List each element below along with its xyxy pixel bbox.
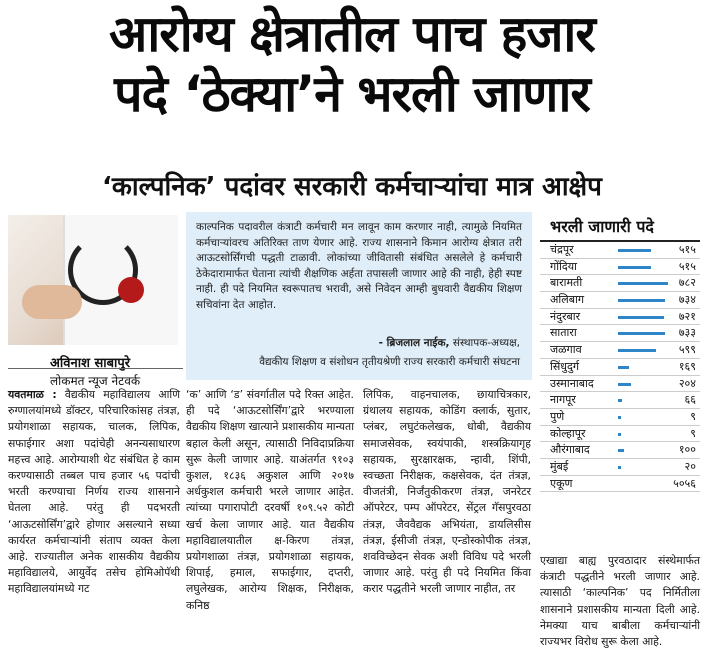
sidebar-row-count: ७२१ [678,309,696,323]
sidebar-row-bar [618,416,621,419]
sidebar-row-district: गोंदिया [550,259,577,273]
sidebar-row-district: कोल्हापूर [550,426,586,440]
doctor-photo [8,215,178,345]
sidebar-row-count: ७३३ [678,326,696,340]
sidebar-row-count: ९ [690,409,696,423]
sidebar-row [540,275,700,292]
byline-divider [8,368,183,369]
headline-line-2: पदे ‘ठेक्या’ने भरली जाणार [114,65,590,123]
sidebar-row-bar [618,349,656,352]
sidebar-row-bar [618,266,651,269]
sidebar-row-count: २० [684,459,696,473]
article-column-1 [8,387,180,598]
sidebar-row [540,392,700,409]
sidebar-row-district: औरंगाबाद [550,443,590,457]
quote-role: संस्थापक-अध्यक्ष, [452,337,520,349]
sidebar-row-bar [618,466,621,469]
sidebar-row-district: नागपूर [550,393,576,407]
sidebar-title: भरली जाणारी पदे [540,212,700,242]
article-column-2: ‘क’ आणि ‘ड’ संवर्गातील पदे रिक्त आहेत. ही पदे ‘आऊटसोर्सिंग’द्वारे भरण्याला वैद्यकीय शिक्षण खात्याने प्रशासकीय मान्यता बहाल केली असून, त्यासाठी निविदाप्रक्रिया सुरू केली जाणार आहे. याअंतर्गत ९१०३ कुशल, १८३६ अकुशल आणि २०१७ अर्धकुशल कर्मचारी भरले जाणार आहेत. त्यांच्या पगारापोटी दरवर्षी १०९.५२ कोटी खर्च केला जाणार आहे. यात वैद्यकीय महाविद्यालयातील क्ष-किरण तंत्रज्ञ, प्रयोगशाळा तंत्रज्ञ, प्रयोगशाळा सहायक, शिपाई, हमाल, सफाईगार, दप्तरी, लघुलेखक, आरोग्य शिक्षक, निरीक्षक, कनिष्ठ [186,388,354,612]
quote-signature [259,334,520,372]
sidebar-row-bar [618,249,651,252]
sidebar-row-bar [618,399,622,402]
dateline: यवतमाळ : [8,388,57,401]
sidebar-row-district: मुंबई [550,459,569,473]
sidebar-row-bar [618,332,665,335]
posts-sidebar-table [540,212,700,492]
sidebar-row-count: ५९९ [678,343,696,357]
sidebar-row-count: ६६ [684,393,696,407]
sidebar-row-district: पुणे [550,409,565,423]
sidebar-row [540,476,700,493]
headline [0,4,704,124]
sidebar-row-count: १०० [678,443,696,457]
sidebar-row-district: एकूण [550,476,573,490]
sidebar-row [540,376,700,393]
sidebar-row-count: ९ [690,426,696,440]
sidebar-row-count: ५०५६ [673,476,696,490]
quote-signer: - ब्रिजलाल नाईक, [378,337,450,349]
sidebar-row [540,242,700,259]
sidebar-row [540,292,700,309]
sidebar-row-district: उस्मानाबाद [550,376,594,390]
sidebar-row-bar [618,282,668,285]
sidebar-row-district: सातारा [550,326,577,340]
sidebar-row-bar [618,366,629,369]
sidebar-rows [540,242,700,492]
quote-text: काल्पनिक पदावरील कंत्राटी कर्मचारी मन लावून काम करणार नाही, त्यामुळे नियमित कर्मचाऱ्यांवरच अतिरिक्त ताण येणार आहे. राज्य शासनाने किमान आरोग्य क्षेत्रात तरी आऊटसोर्सिंगची पद्धती टाळावी. लोकांच्या जीवितासी संबंधित असलेले हे कर्मचारी ठेकेदारामार्फत घेताना त्यांची शैक्षणिक अर्हता तपासली जाणार आहे की नाही, हेही स्पष्ट नाही. ही पदे नियमित स्वरूपातच भरावी, असे निवेदन आम्ही बुधवारी वैद्यकीय शिक्षण सचिवांना देत आहोत. [196,221,522,311]
byline-author: अविनाश साबापुरे [50,356,131,371]
sidebar-row-district: अलिबाग [550,293,585,307]
sidebar-row [540,259,700,276]
sidebar-row-district: नंदुरबार [550,309,581,323]
sidebar-row-count: ५१५ [678,259,696,273]
sidebar-row-count: १६९ [678,359,696,373]
sidebar-row-district: चंद्रपूर [550,243,574,256]
sidebar-row-count: ७३४ [678,293,696,307]
sidebar-row-count: ५१५ [678,243,696,256]
sidebar-row-bar [618,433,621,436]
subheadline: ‘काल्पनिक’ पदांवर सरकारी कर्मचाऱ्यांचा मात्र आक्षेप [102,172,602,202]
sidebar-row [540,342,700,359]
sidebar-row-count: २०४ [678,376,696,390]
sidebar-row [540,426,700,443]
article-column-3: लिपिक, वाहनचालक, छायाचित्रकार, ग्रंथालय सहायक, कोडिंग क्लार्क, सुतार, प्लंबर, लघुटंकलेखक, धोबी, वैद्यकीय समाजसेवक, स्वयंपाकी, शस्त्रक्रियागृह सहायक, सुरक्षारक्षक, न्हावी, शिंपी, स्वच्छता निरीक्षक, कक्षसेवक, दंत तंत्रज्ञ, वीजतंत्री, निर्जंतुकीकरण तंत्रज्ञ, जनरेटर ऑपरेटर, पम्प ऑपरेटर, सेंट्रल गॅसपुरवठा तंत्रज्ञ, जैववैद्यक अभियंता, डायलिसीस तंत्रज्ञ, ईसीजी तंत्रज्ञ, एन्डोस्कोपीक तंत्रज्ञ, शवविच्छेदन सेवक अशी विविध पदे भरली जाणार आहे. परंतु ही पदे नियमित किंवा करार पद्धतीने भरली जाणार नाहीत, तर [363,388,531,596]
sidebar-row [540,309,700,326]
sidebar-row-district: बारामती [550,276,583,290]
sidebar-row-district: जळगाव [550,343,582,357]
quote-organization: वैद्यकीय शिक्षण व संशोधन तृतीयश्रेणी राज्य सरकारी कर्मचारी संघटना [259,356,520,368]
sidebar-row-district: सिंधुदुर्ग [550,359,580,373]
sidebar-row [540,325,700,342]
column-1-text: वैद्यकीय महाविद्यालय आणि रुग्णालयांमध्ये डॉक्टर, परिचारिकांसह तंत्रज्ञ, प्रयोगशाळा सहायक, चालक, लिपिक, सफाईगार अशा पदांचेही अनन्यसाधारण महत्त्व आहे. आरोग्याशी थेट संबंधित हे काम करण्यासाठी तब्बल पाच हजार ५६ पदांची भरती करण्याचा निर्णय राज्य शासनाने घेतला आहे. परंतु ही पदभरती ‘आऊटसोर्सिंग’द्वारे होणार असल्याने सध्या कार्यरत कर्मचाऱ्यांनी संताप व्यक्त केला आहे. राज्यातील अनेक शासकीय वैद्यकीय महाविद्यालये, आयुर्वेद तसेच होमिओपॅथी महाविद्यालयांमध्ये गट [8,388,180,596]
sidebar-row-bar [618,449,624,452]
sidebar-row-bar [618,316,664,319]
byline-agency: लोकमत न्यूज नेटवर्क [50,374,141,388]
quote-box [186,212,532,380]
sidebar-row [540,442,700,459]
sidebar-row [540,359,700,376]
sidebar-row-count: ७८२ [678,276,696,290]
sidebar-row [540,459,700,476]
headline-line-1: आरोग्य क्षेत्रातील पाच हजार [109,5,595,63]
sidebar-row-bar [618,383,631,386]
sidebar-row-bar [618,299,665,302]
sidebar-row [540,409,700,426]
article-column-4: एखाद्या बाह्य पुरवठादार संस्थेमार्फत कंत्राटी पद्धतीने भरली जाणार आहे. त्यासाठी ‘काल्पनिक’ पद निर्मितीला शासनाने प्रशासकीय मान्यता दिली आहे. नेमक्या याच बाबीला कर्मचाऱ्यांनी राज्यभर विरोध सुरू केला आहे. [540,554,700,649]
